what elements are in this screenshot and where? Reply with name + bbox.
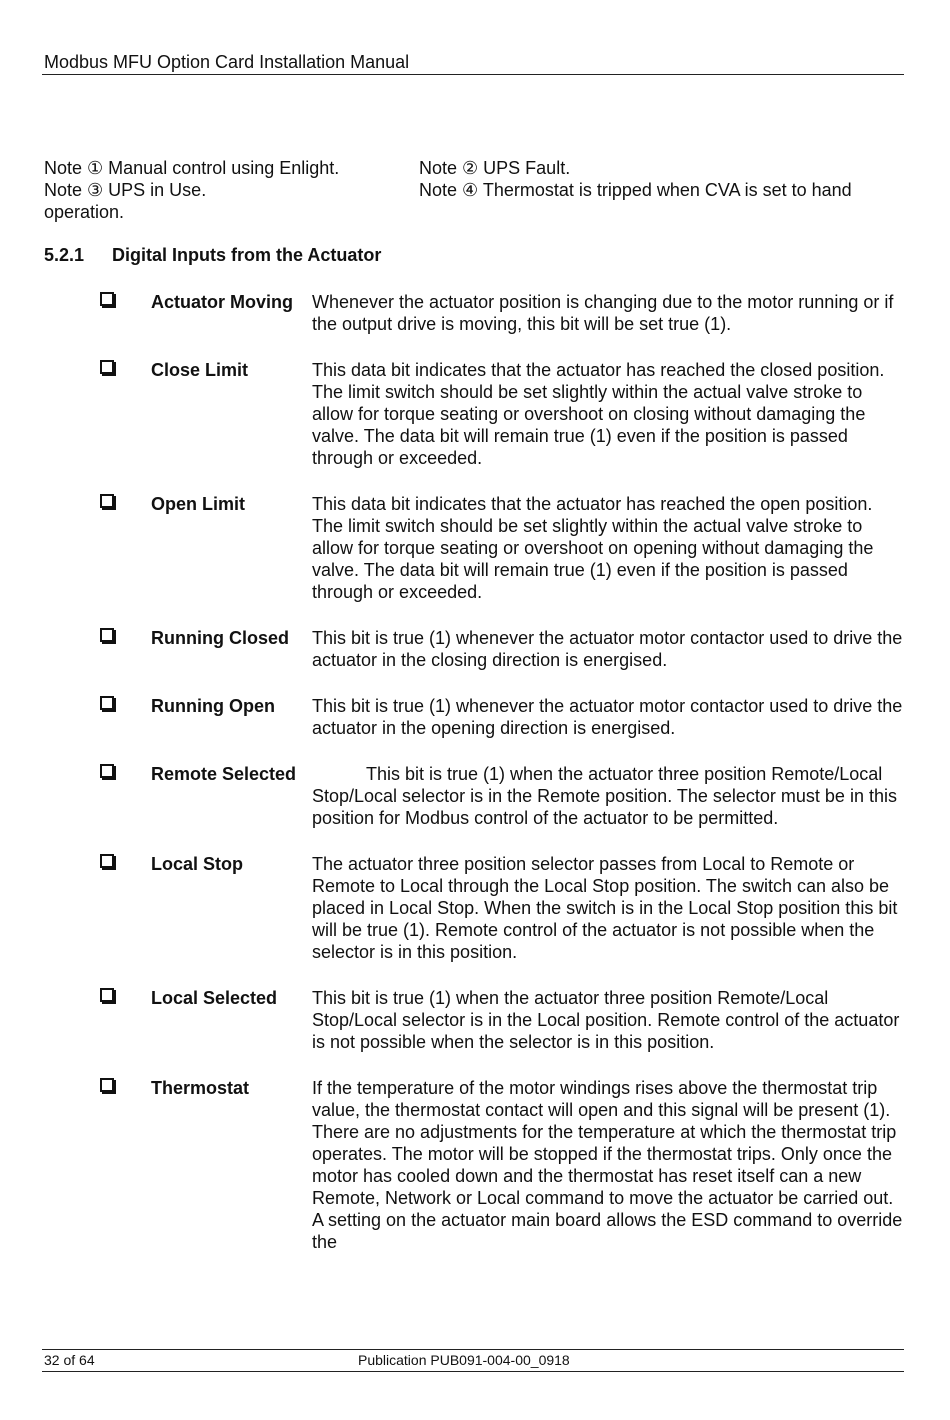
section-number: 5.2.1: [44, 245, 85, 265]
definition-item: [44, 291, 904, 335]
definition-description: This data bit indicates that the actuator has reached the closed position. The limit switch should be set slightly within the actual valve stroke to allow for torque seating or overshoot on closing without damaging the valve. The data bit will remain true (1) even if the position is passed through or exceeded.: [312, 360, 885, 468]
section-heading: [44, 244, 381, 266]
definition-item: [44, 853, 904, 963]
definition-item: [44, 1077, 904, 1253]
definition-term: Thermostat: [151, 1078, 250, 1098]
definition-description: The actuator three position selector passes from Local to Remote or Remote to Local through the Local Stop position. The switch can also be placed in Local Stop. When the switch is in the Local Stop position this bit will be true (1). Remote control of the actuator is not possible when the selector is in this position.: [312, 854, 898, 962]
page-header-title: Modbus MFU Option Card Installation Manual: [44, 52, 410, 72]
definition-item: [44, 695, 904, 739]
definition-description: This bit is true (1) whenever the actuator motor contactor used to drive the actuator in the opening direction is energised.: [312, 696, 903, 738]
note-3: Note ③ UPS in Use.: [44, 180, 207, 200]
definition-term: Remote Selected: [151, 764, 297, 784]
note-4-continuation: operation.: [44, 202, 125, 222]
definition-term: Local Selected: [151, 988, 278, 1008]
definition-term: Running Closed: [151, 628, 289, 648]
checkbox-bullet-icon: [100, 696, 114, 710]
definition-description: Whenever the actuator position is changing due to the motor running or if the output drive is moving, this bit will be set true (1).: [312, 292, 894, 334]
definition-description: This bit is true (1) whenever the actuator motor contactor used to drive the actuator in the closing direction is energised.: [312, 628, 903, 670]
footer-publication: Publication PUB091-004-00_0918: [358, 1352, 570, 1368]
checkbox-bullet-icon: [100, 292, 114, 306]
definition-item: [44, 359, 904, 469]
checkbox-bullet-icon: [100, 854, 114, 868]
definition-description: If the temperature of the motor windings rises above the thermostat trip value, the thermostat contact will open and this signal will be present (1). There are no adjustments for the temperature at which the thermostat trip operates. The motor will be stopped if the thermostat trips. Only once the motor has cooled down and the thermostat has reset itself can a new Remote, Network or Local command to move the actuator be carried out. A setting on the actuator main board allows the ESD command to override the: [312, 1078, 903, 1252]
note-4: Note ④ Thermostat is tripped when CVA is set to hand: [419, 180, 852, 200]
footer-divider-bottom: [42, 1371, 904, 1372]
checkbox-bullet-icon: [100, 628, 114, 642]
definition-item: [44, 627, 904, 671]
definition-term: Local Stop: [151, 854, 244, 874]
notes-row-2: [44, 179, 904, 201]
checkbox-bullet-icon: [100, 988, 114, 1002]
checkbox-bullet-icon: [100, 494, 114, 508]
footer-page-number: 32 of 64: [44, 1352, 95, 1368]
definition-item: [44, 493, 904, 603]
checkbox-bullet-icon: [100, 764, 114, 778]
footer-divider-top: [42, 1349, 904, 1350]
checkbox-bullet-icon: [100, 1078, 114, 1092]
header-divider: [42, 74, 904, 75]
section-title: Digital Inputs from the Actuator: [112, 245, 382, 265]
definition-list: [44, 291, 904, 1277]
definition-term: Open Limit: [151, 494, 245, 514]
notes-row-1: [44, 157, 904, 179]
definition-description: This data bit indicates that the actuator has reached the open position. The limit switch should be set slightly within the actual valve stroke to allow for torque seating or overshoot on opening without damaging the valve. The data bit will remain true (1) even if the position is passed through or exceeded.: [312, 494, 874, 602]
definition-term: Actuator Moving: [151, 292, 293, 312]
note-1: Note ① Manual control using Enlight.: [44, 158, 340, 178]
definition-item: [44, 987, 904, 1053]
note-2: Note ② UPS Fault.: [419, 158, 571, 178]
definition-term: Close Limit: [151, 360, 249, 380]
notes-block: [44, 157, 904, 223]
definition-description: This bit is true (1) when the actuator three position Remote/Local Stop/Local selector is in the Remote position. The selector must be in this position for Modbus control of the actuator to be permitted.: [312, 764, 897, 828]
checkbox-bullet-icon: [100, 360, 114, 374]
definition-description: This bit is true (1) when the actuator three position Remote/Local Stop/Local selector is in the Local position. Remote control of the actuator is not possible when the selector is in this position.: [312, 988, 900, 1052]
definition-term: Running Open: [151, 696, 275, 716]
definition-item: [44, 763, 904, 829]
